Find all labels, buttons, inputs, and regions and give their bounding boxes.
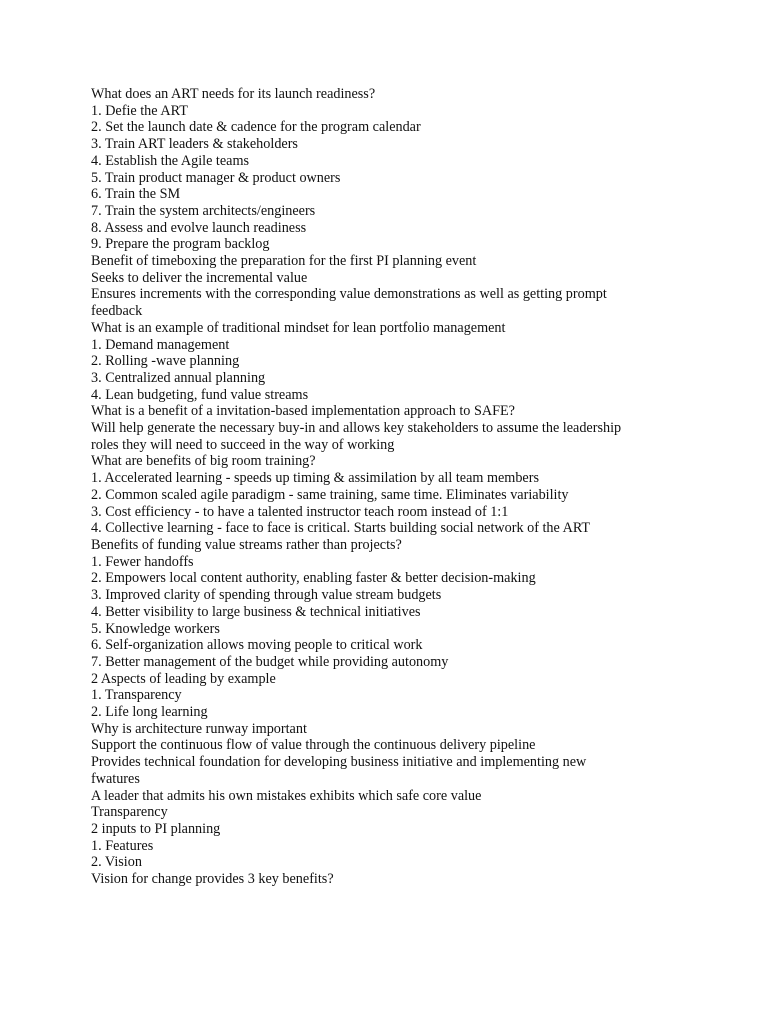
question-heading: What does an ART needs for its launch readiness? <box>91 86 376 102</box>
question-heading: Benefit of timeboxing the preparation for the first PI planning event <box>91 253 477 270</box>
list-item: 3. Cost efficiency - to have a talented instructor teach room instead of 1:1 <box>91 503 509 520</box>
list-item: 7. Better management of the budget while providing autonomy <box>91 653 449 670</box>
question-heading: A leader that admits his own mistakes exhibits which safe core value <box>91 787 482 804</box>
list-item: 5. Knowledge workers <box>91 620 220 637</box>
list-item: 8. Assess and evolve launch readiness <box>91 219 307 236</box>
question-heading: What are benefits of big room training? <box>91 453 316 470</box>
answer-text: fwatures <box>91 770 140 787</box>
list-item: 1. Accelerated learning - speeds up timing & assimilation by all team members <box>91 470 539 487</box>
list-item: 1. Fewer handoffs <box>91 553 194 570</box>
list-item: 7. Train the system architects/engineers <box>91 202 316 219</box>
list-item: 2. Vision <box>91 854 142 871</box>
list-item: 4. Establish the Agile teams <box>91 152 250 169</box>
answer-text: Ensures increments with the corresponding value demonstrations as well as getting prompt <box>91 286 607 303</box>
list-item: 6. Self-organization allows moving people to critical work <box>91 637 423 654</box>
question-heading: What is a benefit of a invitation-based implementation approach to SAFE? <box>91 403 515 420</box>
question-heading: Why is architecture runway important <box>91 720 307 737</box>
list-item: 3. Centralized annual planning <box>91 369 266 386</box>
answer-text: Seeks to deliver the incremental value <box>91 269 308 286</box>
question-heading: Benefits of funding value streams rather than projects? <box>91 536 402 553</box>
list-item: 3. Train ART leaders & stakeholders <box>91 136 298 153</box>
question-heading: 2 inputs to PI planning <box>91 820 221 837</box>
document-page <box>91 86 691 888</box>
list-item: 5. Train product manager & product owners <box>91 169 341 186</box>
list-item: 2. Life long learning <box>91 704 208 721</box>
question-heading: Vision for change provides 3 key benefits? <box>91 871 334 888</box>
answer-text: roles they will need to succeed in the way of working <box>91 436 395 453</box>
list-item: 1. Transparency <box>91 687 182 704</box>
list-item: 9. Prepare the program backlog <box>91 236 270 253</box>
list-item: 1. Defie the ART <box>91 102 188 119</box>
list-item: 2. Set the launch date & cadence for the program calendar <box>91 119 421 136</box>
answer-text: feedback <box>91 303 143 320</box>
list-item: 4. Lean budgeting, fund value streams <box>91 386 309 403</box>
answer-text: Transparency <box>91 804 168 821</box>
list-item: 3. Improved clarity of spending through value stream budgets <box>91 587 442 604</box>
list-item: 4. Better visibility to large business & technical initiatives <box>91 603 421 620</box>
question-heading: 2 Aspects of leading by example <box>91 670 276 687</box>
list-item: 6. Train the SM <box>91 186 181 203</box>
answer-text: Provides technical foundation for developing business initiative and implementing new <box>91 754 587 771</box>
list-item: 4. Collective learning - face to face is critical. Starts building social network of the ART <box>91 520 591 537</box>
question-heading: What is an example of traditional mindset for lean portfolio management <box>91 319 506 336</box>
list-item: 2. Rolling -wave planning <box>91 353 240 370</box>
list-item: 1. Demand management <box>91 336 230 353</box>
list-item: 2. Empowers local content authority, enabling faster & better decision-making <box>91 570 536 587</box>
list-item: 1. Features <box>91 837 154 854</box>
answer-text: Support the continuous flow of value through the continuous delivery pipeline <box>91 737 536 754</box>
answer-text: Will help generate the necessary buy-in and allows key stakeholders to assume the leadership <box>91 420 622 437</box>
list-item: 2. Common scaled agile paradigm - same training, same time. Eliminates variability <box>91 486 569 503</box>
